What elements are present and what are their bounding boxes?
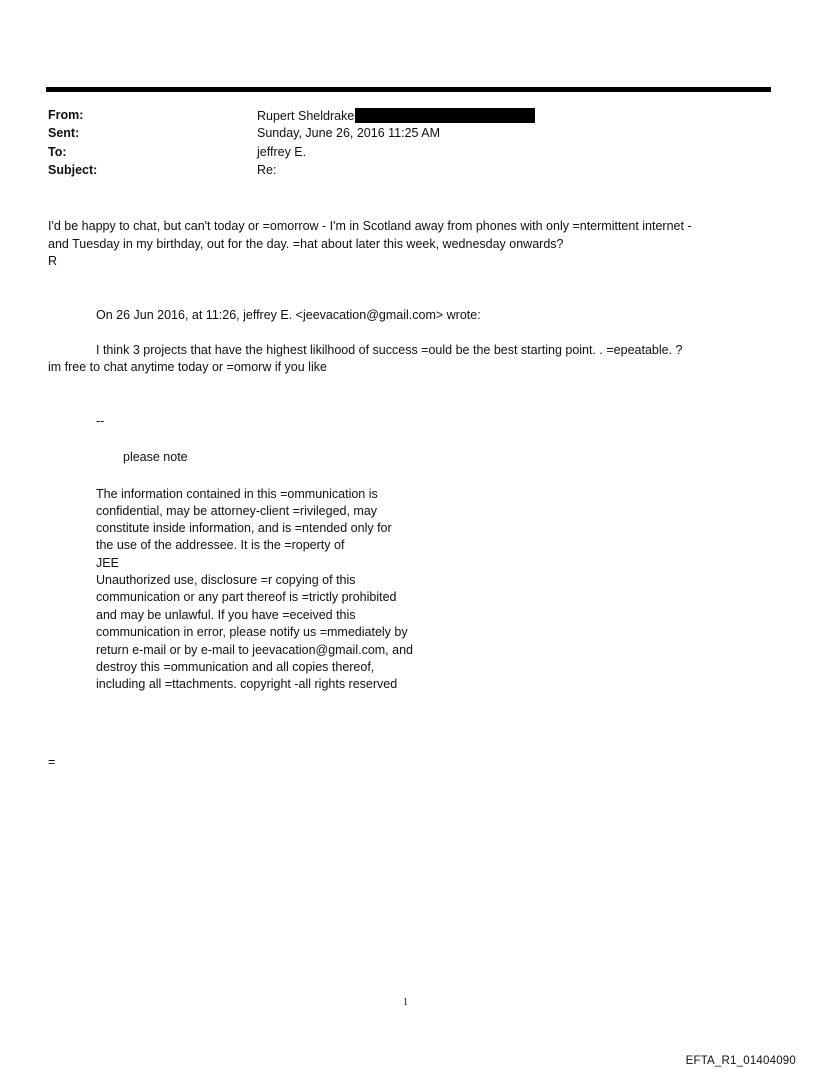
disclaimer-line: confidential, may be attorney-client =rivileged, may	[96, 504, 378, 518]
from-name: Rupert Sheldrake	[257, 109, 355, 123]
sent-label: Sent:	[48, 126, 80, 140]
quote-line-2: im free to chat anytime today or =omorw if you like	[48, 360, 327, 374]
disclaimer-line: return e-mail or by e-mail to jeevacation@gmail.com, and	[96, 643, 413, 657]
disclaimer-line: Unauthorized use, disclosure =r copying of this	[96, 573, 356, 587]
disclaimer-line: destroy this =ommunication and all copies thereof,	[96, 660, 375, 674]
disclaimer-line: communication in error, please notify us =mmediately by	[96, 625, 408, 639]
from-value	[257, 108, 535, 123]
body-line-1: I'd be happy to chat, but can't today or =omorrow - I'm in Scotland away from phones with only =ntermittent internet -	[48, 219, 692, 233]
redaction-bar	[355, 108, 535, 123]
subject-value: Re:	[257, 163, 277, 177]
document-id: EFTA_R1_01404090	[685, 1055, 796, 1067]
please-note: please note	[123, 450, 188, 464]
disclaimer-line: the use of the addressee. It is the =roperty of	[96, 538, 345, 552]
sent-value: Sunday, June 26, 2016 11:25 AM	[257, 126, 441, 140]
quote-header: On 26 Jun 2016, at 11:26, jeffrey E. <jeevacation@gmail.com> wrote:	[96, 308, 481, 322]
signature-dashes: --	[96, 414, 105, 428]
subject-label: Subject:	[48, 163, 98, 177]
disclaimer-line: including all =ttachments. copyright -all rights reserved	[96, 677, 398, 691]
from-label: From:	[48, 108, 84, 122]
to-label: To:	[48, 145, 67, 159]
disclaimer-line: constitute inside information, and is =ntended only for	[96, 521, 392, 535]
header-rule	[46, 87, 771, 92]
to-value: jeffrey E.	[257, 145, 307, 159]
quote-line-1: I think 3 projects that have the highest likilhood of success =ould be the best starting point. . =epeatable. ?	[96, 343, 683, 357]
disclaimer-line: communication or any part thereof is =trictly prohibited	[96, 590, 397, 604]
body-signoff: R	[48, 254, 58, 268]
body-line-2: and Tuesday in my birthday, out for the day. =hat about later this week, wednesday onwards?	[48, 237, 564, 251]
disclaimer-line: The information contained in this =ommunication is	[96, 487, 378, 501]
disclaimer-line: and may be unlawful. If you have =eceived this	[96, 608, 356, 622]
trailing-equals: =	[48, 755, 56, 769]
page-number: 1	[403, 997, 408, 1008]
disclaimer-line: JEE	[96, 556, 119, 570]
